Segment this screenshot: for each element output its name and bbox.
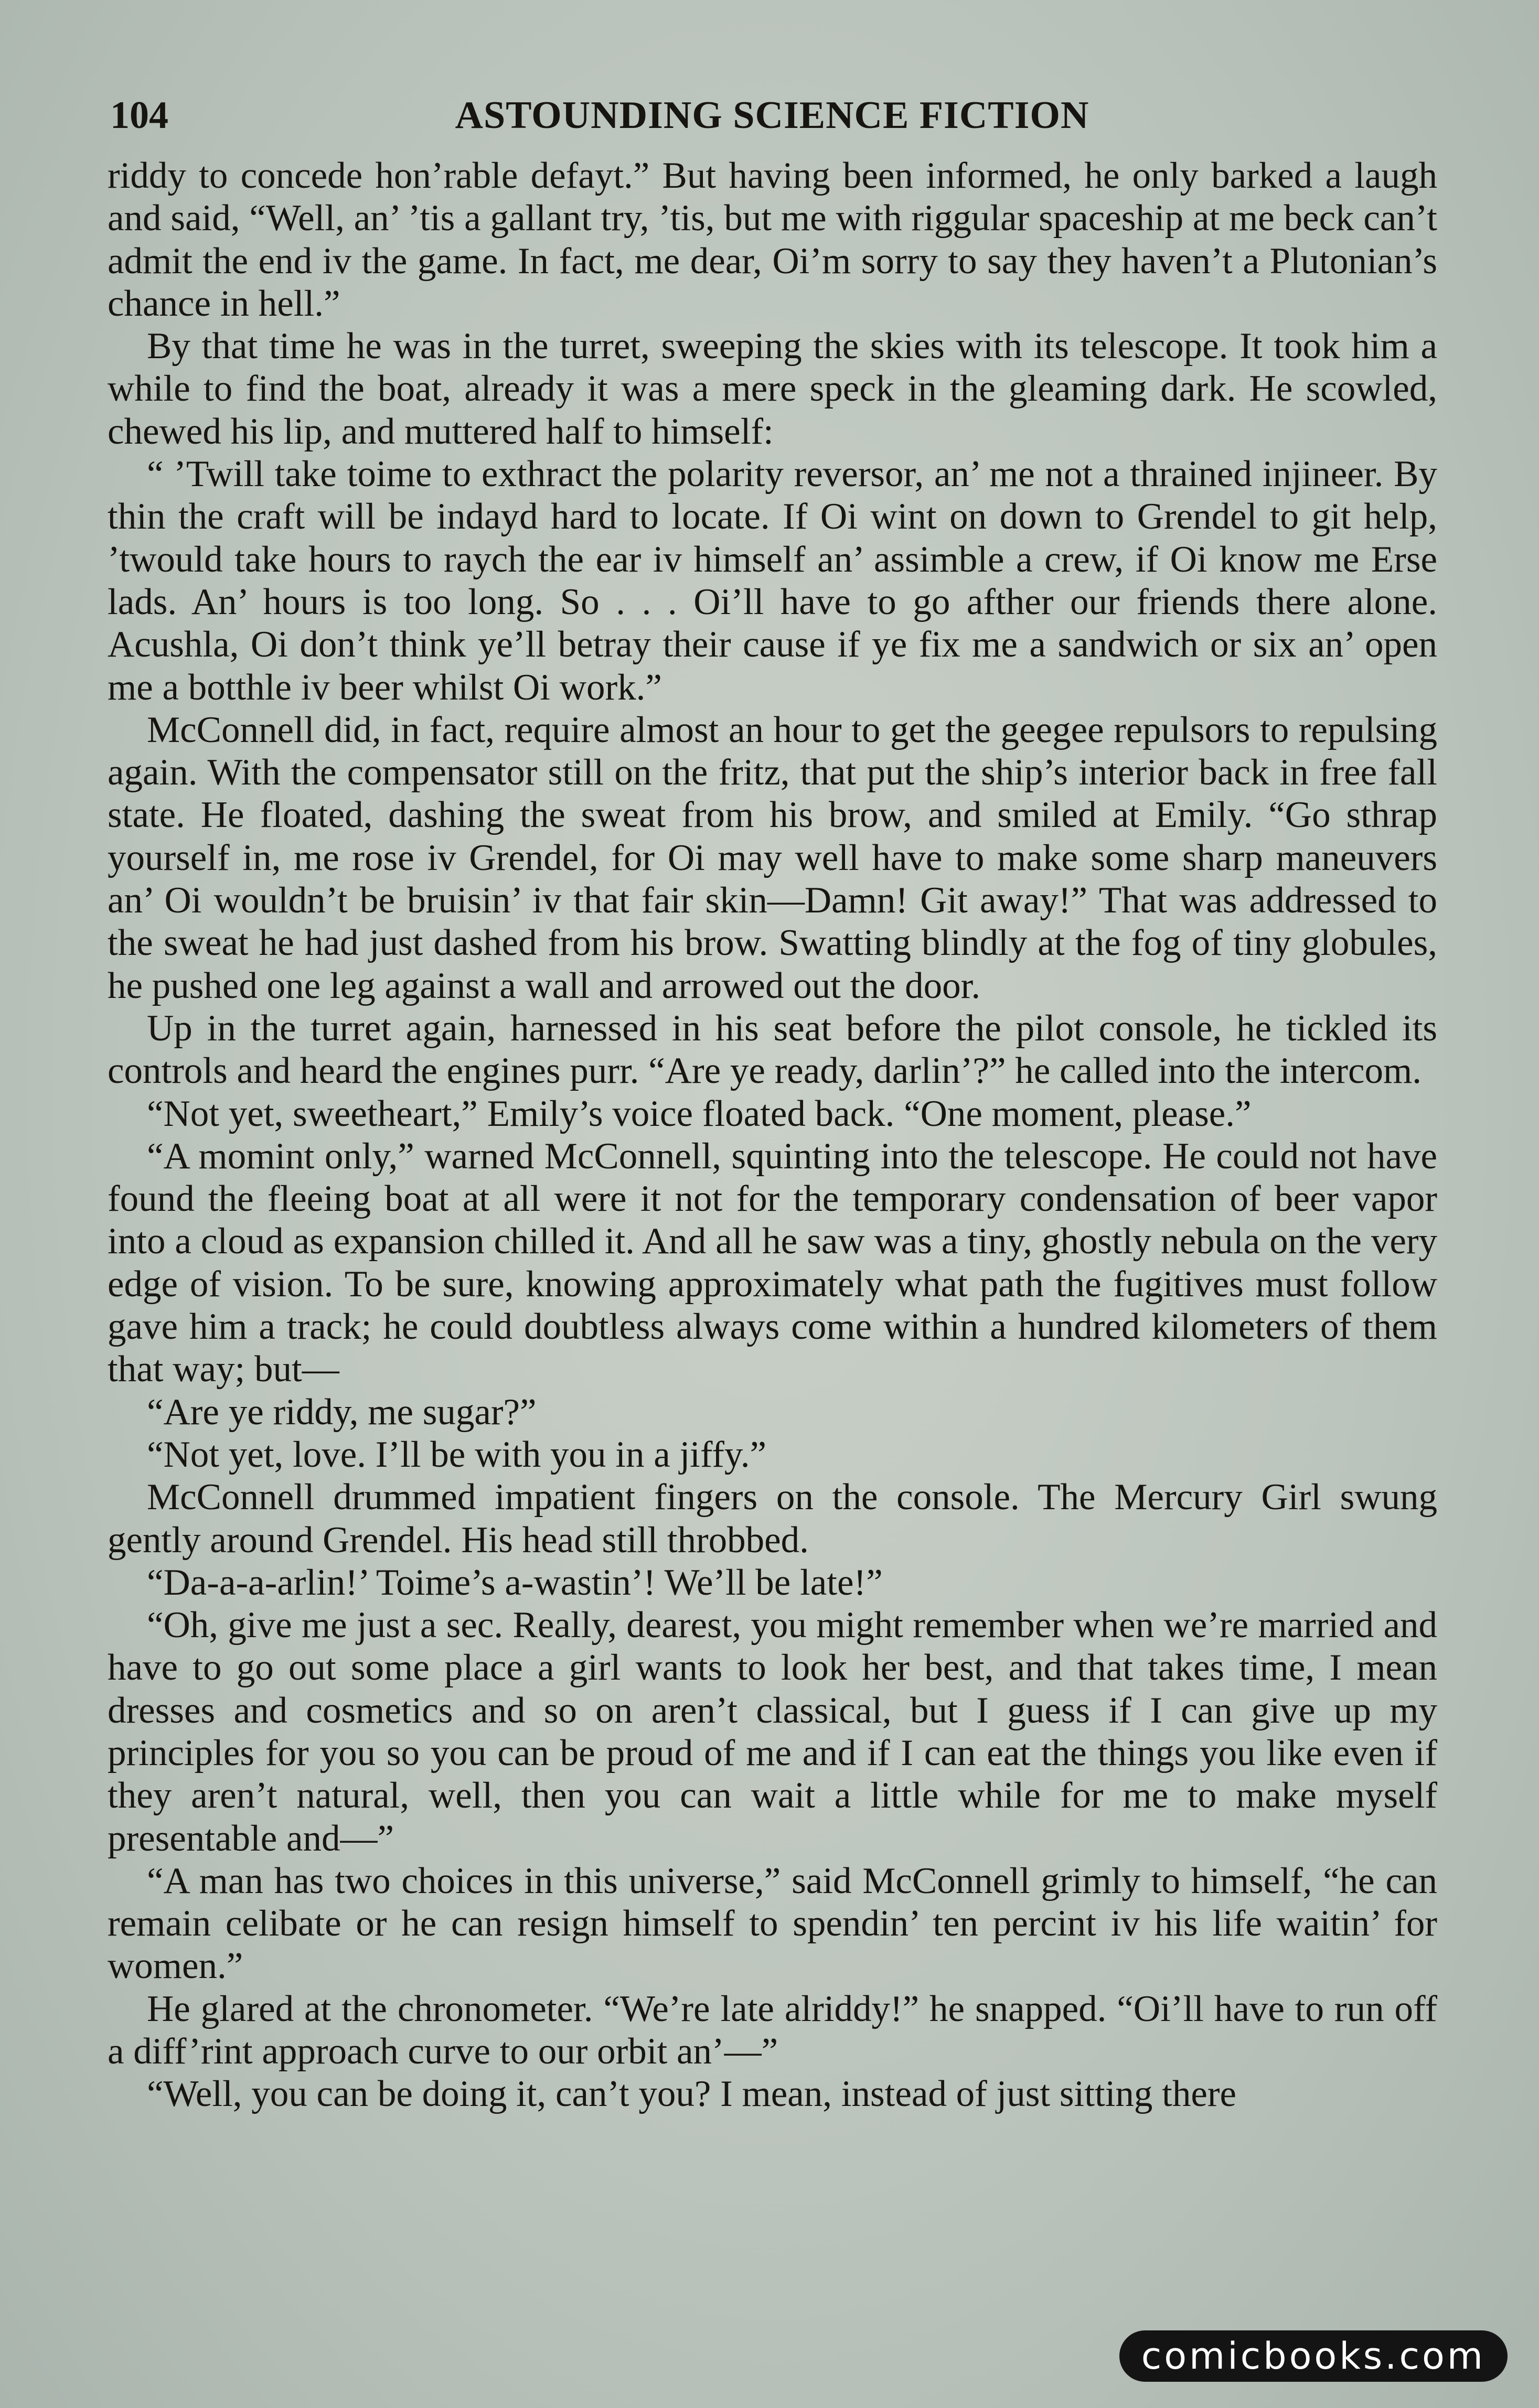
paragraph: “A momint only,” warned McConnell, squinting into the telescope. He could not have found the fleeing boat at all were it not for the temporary condensation of beer vapor into a cloud as expansion chilled it. And all he saw was a tiny, ghostly nebula on the very edge of vision. To be sure, knowing approximately what path the fugitives must follow gave him a track; he could doubtless always come within a hundred kilometers of them that way; but—	[108, 1135, 1437, 1390]
paragraph: McConnell drummed impatient fingers on the console. The Mercury Girl swung gently around Grendel. His head still throbbed.	[108, 1477, 1437, 1561]
paragraph: Up in the turret again, harnessed in his seat before the pilot console, he tickled its controls and heard the engines purr. “Are ye ready, darlin’?” he called into the intercom.	[108, 1007, 1437, 1092]
paragraph: “A man has two choices in this universe,” said McConnell grimly to himself, “he can remain celibate or he can resign himself to spendin’ ten percint iv his life waitin’ for women.”	[108, 1860, 1437, 1987]
page-number: 104	[110, 94, 168, 137]
paragraph: “ ’Twill take toime to exthract the polarity reversor, an’ me not a thrained injineer. By thin the craft will be indayd hard to locate. If Oi wint on down to Grendel to git help, ’twould take hours to raych the ear iv himself an’ assimble a crew, if Oi know me Erse lads. An’ hours is too long. So . . . Oi’ll have to go afther our friends there alone. Acushla, Oi don’t think ye’ll betray their cause if ye fix me a sandwich or six an’ open me a botthle iv beer whilst Oi work.”	[108, 454, 1437, 708]
paragraph: McConnell did, in fact, require almost an hour to get the geegee repulsors to repulsing again. With the compensator still on the fritz, that put the ship’s interior back in free fall state. He floated, dashing the sweat from his brow, and smiled at Emily. “Go sthrap yourself in, me rose iv Grendel, for Oi may well have to make some sharp maneuvers an’ Oi wouldn’t be bruisin’ iv that fair skin—Damn! Git away!” That was addressed to the sweat he had just dashed from his brow. Swatting blindly at the fog of tiny globules, he pushed one leg against a wall and arrowed out the door.	[108, 709, 1437, 1006]
paragraph: “Not yet, love. I’ll be with you in a jiffy.”	[147, 1434, 767, 1475]
story-text	[108, 155, 1437, 2116]
paragraph: “Da-a-a-arlin!’ Toime’s a-wastin’! We’ll be late!”	[147, 1562, 883, 1603]
paragraph: riddy to concede hon’rable defayt.” But having been informed, he only barked a laugh and said, “Well, an’ ’tis a gallant try, ’tis, but me with riggular spaceship at me beck can’t admit the end iv the game. In fact, me dear, Oi’m sorry to say they haven’t a Plutonian’s chance in hell.”	[108, 155, 1437, 324]
paragraph: By that time he was in the turret, sweeping the skies with its telescope. It took him a while to find the boat, already it was a mere speck in the gleaming dark. He scowled, chewed his lip, and muttered half to himself:	[108, 326, 1437, 452]
paragraph: “Well, you can be doing it, can’t you? I mean, instead of just sitting there	[147, 2073, 1237, 2115]
page-header	[110, 87, 1434, 144]
paragraph: “Not yet, sweetheart,” Emily’s voice floated back. “One moment, please.”	[147, 1093, 1252, 1134]
site-watermark: comicbooks.com	[1119, 2330, 1508, 2382]
paragraph: “Oh, give me just a sec. Really, dearest, you might remember when we’re married and have to go out some place a girl wants to look her best, and that takes time, I mean dresses and cosmetics and so on aren’t classical, but I guess if I can give up my principles for you so you can be proud of me and if I can eat the things you like even if they aren’t natural, well, then you can wait a little while for me to make myself presentable and—”	[108, 1605, 1437, 1859]
paragraph: “Are ye riddy, me sugar?”	[147, 1391, 537, 1433]
running-title: ASTOUNDING SCIENCE FICTION	[455, 94, 1089, 137]
paragraph: He glared at the chronometer. “We’re late alriddy!” he snapped. “Oi’ll have to run off a diff’rint approach curve to our orbit an’—”	[108, 1988, 1437, 2072]
